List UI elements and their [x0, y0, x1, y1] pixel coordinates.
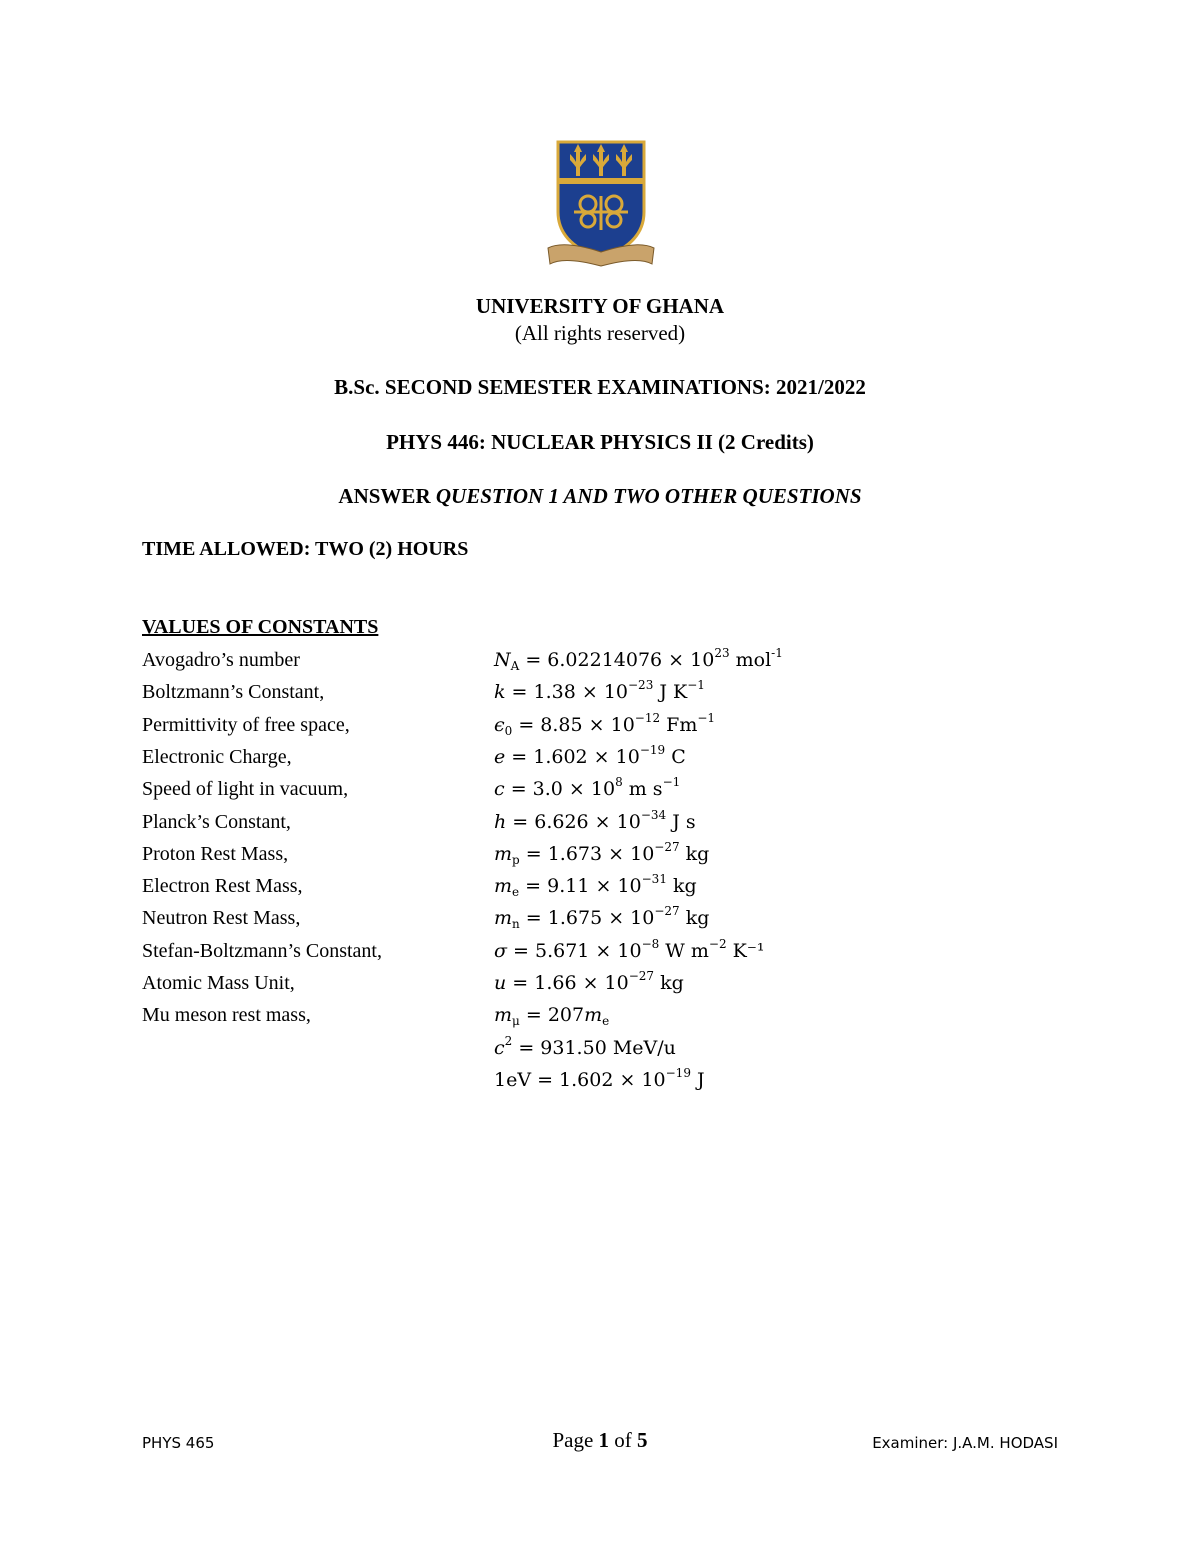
constant-symbol: N: [494, 649, 511, 671]
constant-row: [0, 970, 1200, 1002]
constant-extra-subscript: e: [602, 1014, 610, 1029]
constant-symbol: ϵ: [494, 713, 505, 736]
constant-unit: m s: [622, 778, 663, 801]
constant-row: [0, 776, 1200, 808]
constant-symbol: c: [494, 1036, 505, 1059]
constant-unit: kg: [654, 972, 684, 994]
constant-unit: C: [665, 745, 686, 768]
constant-exponent: −12: [634, 710, 661, 725]
constant-unit: = 931.50 MeV/u: [512, 1036, 676, 1059]
university-crest-logo: [544, 140, 658, 268]
page-current: 1: [598, 1428, 610, 1452]
constant-unit: J K: [653, 681, 688, 704]
constant-extra-symbol: m: [584, 1004, 603, 1027]
constant-name: Neutron Rest Mass,: [142, 907, 301, 930]
constant-symbol: h: [494, 810, 507, 833]
constant-symbol-subscript: e: [512, 885, 520, 900]
constant-exponent: 23: [714, 646, 730, 660]
constant-row: [0, 841, 1200, 873]
constant-value: [494, 647, 783, 673]
constant-value: [494, 712, 715, 738]
constant-unit-exponent: −1: [697, 710, 716, 725]
constant-exponent: −27: [654, 839, 680, 854]
constant-value: [494, 809, 696, 835]
constant-unit-exponent: −1: [662, 775, 681, 790]
university-name: UNIVERSITY OF GHANA: [475, 294, 725, 318]
constant-value: [494, 1067, 705, 1093]
constant-unit: kg: [679, 907, 710, 930]
constant-unit-exponent: −2: [708, 936, 727, 951]
constant-coefficient: = 9.11 × 10: [519, 875, 642, 898]
constant-value: [494, 873, 697, 899]
constant-exponent: −27: [654, 904, 680, 919]
constant-exponent: −19: [665, 1065, 691, 1080]
exam-title: B.Sc. SECOND SEMESTER EXAMINATIONS: 2021/2022: [334, 375, 866, 399]
constant-coefficient: = 1.675 × 10: [519, 907, 655, 930]
constant-coefficient: = 3.0 × 10: [504, 778, 616, 801]
constant-row: [0, 712, 1200, 744]
constant-value: [494, 679, 705, 705]
constant-symbol-subscript: n: [512, 917, 520, 932]
constant-symbol: m: [494, 907, 513, 930]
constant-row: [0, 938, 1200, 970]
constant-unit: W m: [659, 939, 709, 962]
constant-unit-exponent: -1: [771, 646, 783, 660]
constant-row: [0, 873, 1200, 905]
constant-unit-exponent: −1: [687, 678, 705, 693]
constant-exponent: 8: [615, 775, 623, 790]
answer-instruction: [0, 484, 1200, 509]
constant-coefficient: = 1.673 × 10: [519, 842, 655, 865]
constant-symbol-subscript: A: [510, 659, 520, 673]
constant-unit: kg: [666, 875, 697, 898]
constant-coefficient: = 1.38 × 10: [505, 681, 628, 704]
constants-heading: VALUES OF CONSTANTS: [142, 616, 379, 638]
constant-value: [494, 938, 764, 964]
footer-examiner: Examiner: J.A.M. HODASI: [872, 1434, 1058, 1452]
page-prefix: Page: [552, 1428, 599, 1452]
constant-unit-tail: K⁻¹: [726, 939, 765, 962]
constant-name: Mu meson rest mass,: [142, 1004, 311, 1027]
constant-unit: J s: [666, 810, 696, 833]
constant-exponent: −34: [640, 807, 667, 822]
constant-row: [0, 679, 1200, 711]
constant-row: [0, 809, 1200, 841]
constant-symbol: σ: [494, 939, 507, 962]
constant-exponent: 2: [504, 1033, 513, 1048]
constant-row: [0, 647, 1200, 679]
constant-name: Speed of light in vacuum,: [142, 778, 349, 801]
constant-value: [494, 1002, 609, 1028]
constant-row: [0, 1067, 1200, 1099]
constant-row: [0, 1002, 1200, 1034]
constant-unit: J: [690, 1068, 705, 1091]
constant-symbol: m: [494, 1004, 513, 1027]
rights-notice: (All rights reserved): [514, 321, 686, 345]
constant-symbol-subscript: p: [512, 852, 520, 867]
constant-exponent: −31: [641, 872, 667, 887]
constant-symbol: m: [494, 842, 513, 865]
constant-coefficient: = 1.602 × 10: [505, 745, 640, 768]
constant-coefficient: = 8.85 × 10: [512, 713, 635, 736]
course-title: PHYS 446: NUCLEAR PHYSICS II (2 Credits): [386, 430, 814, 454]
constant-name: Permittivity of free space,: [142, 713, 350, 736]
footer-course-code: PHYS 465: [142, 1434, 215, 1452]
constant-exponent: −8: [641, 936, 660, 951]
constant-symbol: c: [494, 778, 505, 801]
constant-symbol: u: [494, 972, 507, 994]
constant-name: Proton Rest Mass,: [142, 842, 289, 865]
constant-name: Stefan-Boltzmann’s Constant,: [142, 939, 382, 962]
constant-coefficient: = 1.66 × 10: [506, 972, 629, 994]
constant-name: Atomic Mass Unit,: [142, 972, 295, 994]
page-total: 5: [637, 1428, 648, 1452]
constant-value: [494, 841, 709, 867]
constant-row: [0, 1035, 1200, 1067]
constant-value: [494, 970, 684, 996]
constant-name: Avogadro’s number: [142, 649, 300, 671]
constant-exponent: −27: [628, 969, 655, 983]
constant-coefficient: = 6.02214076 × 10: [519, 649, 715, 671]
constant-coefficient: = 207: [519, 1004, 585, 1027]
constant-symbol-subscript: 0: [504, 723, 513, 738]
page-of: of: [609, 1428, 638, 1452]
answer-rest: QUESTION 1 AND TWO OTHER QUESTIONS: [435, 484, 862, 508]
constant-symbol: e: [494, 745, 506, 768]
constant-unit: Fm: [660, 713, 698, 736]
constant-value: [494, 776, 680, 802]
constant-name: Planck’s Constant,: [142, 810, 291, 833]
constant-symbol: k: [494, 681, 506, 704]
constant-row: [0, 905, 1200, 937]
time-allowed: TIME ALLOWED: TWO (2) HOURS: [142, 538, 469, 560]
constant-symbol-subscript: μ: [512, 1014, 520, 1029]
constant-name: Electron Rest Mass,: [142, 875, 303, 898]
answer-lead: ANSWER: [338, 484, 431, 508]
constant-value: [494, 744, 686, 770]
constant-coefficient: 1eV = 1.602 × 10: [494, 1068, 666, 1091]
constant-value: [494, 1035, 676, 1061]
constant-coefficient: = 6.626 × 10: [506, 810, 641, 833]
constant-unit: mol: [729, 649, 772, 671]
constant-symbol: m: [494, 875, 513, 898]
constant-row: [0, 744, 1200, 776]
constant-value: [494, 905, 709, 931]
constant-name: Electronic Charge,: [142, 745, 292, 768]
constant-coefficient: = 5.671 × 10: [506, 939, 642, 962]
constant-name: Boltzmann’s Constant,: [142, 681, 325, 704]
constant-exponent: −19: [639, 742, 666, 757]
constant-exponent: −23: [628, 678, 654, 693]
constant-unit: kg: [679, 842, 710, 865]
